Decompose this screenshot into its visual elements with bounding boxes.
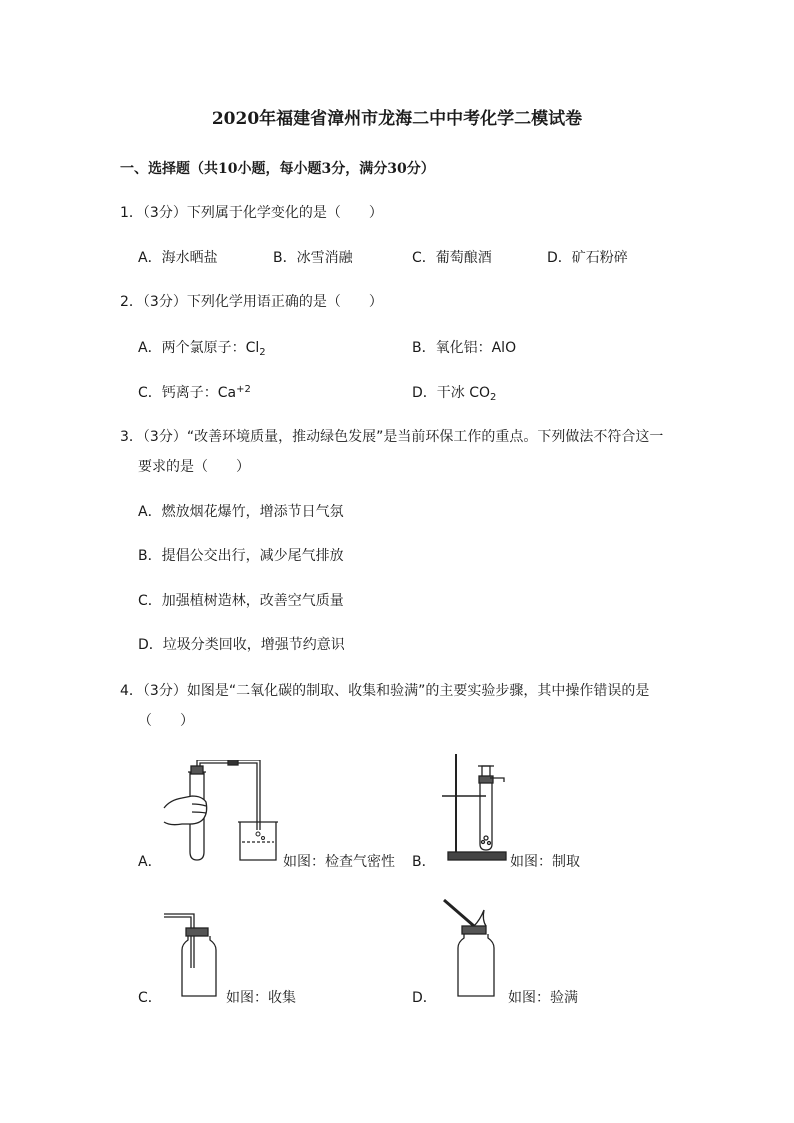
question-4-option-b-caption: 如图：制取 [510,854,580,870]
question-1-option-c: C．葡萄酿酒 [412,250,492,266]
question-2-option-b: B．氧化铝：AlO [412,340,517,356]
question-2-option-d [412,382,496,403]
question-4-option-a-caption: 如图：检查气密性 [283,854,395,870]
question-2-stem: 2．（3分）下列化学用语正确的是（ ） [120,294,383,310]
question-1-option-a: A．海水晒盐 [138,250,218,266]
question-3-stem-line-2: 要求的是（ ） [138,459,250,475]
question-1-stem: 1．（3分）下列属于化学变化的是（ ） [120,205,383,221]
question-3-option-a: A．燃放烟花爆竹，增添节日气氛 [138,504,344,520]
question-2-option-a-text: A．两个氯原子：Cl [138,340,260,356]
question-4-stem-line-2: （ ） [138,713,194,729]
question-4-stem-line-1: 4．（3分）如图是“二氧化碳的制取、收集和验满”的主要实验步骤，其中操作错误的是 [120,683,650,699]
figure-a-airtightness-check [160,760,282,865]
question-3-option-c: C．加强植树造林，改善空气质量 [138,593,344,609]
figure-b-preparation-apparatus [440,752,512,864]
question-4-option-c-caption: 如图：收集 [226,990,296,1006]
question-3-option-d: D．垃圾分类回收，增强节约意识 [138,637,345,653]
question-4-option-c-letter: C． [138,990,162,1006]
figure-c-collection-bottle [164,908,224,1000]
question-2-option-d-text: D．干冰 CO [412,385,491,401]
question-2-option-c [138,382,251,402]
question-1-option-b: B．冰雪消融 [273,250,353,266]
question-2-option-d-subscript: 2 [490,392,497,403]
question-2-option-a [138,337,266,358]
question-4-option-d-caption: 如图：验满 [508,990,578,1006]
question-1-option-d: D．矿石粉碎 [547,250,628,266]
figure-d-verification-bottle [440,896,508,1000]
question-2-option-a-subscript: 2 [259,347,266,358]
page-title: 2020年福建省漳州市龙海二中中考化学二模试卷 [211,109,583,129]
question-4-option-a-letter: A． [138,854,162,870]
question-2-option-c-text: C．钙离子：Ca [138,385,237,401]
question-4-option-d-letter: D． [412,990,437,1006]
question-3-option-b: B．提倡公交出行，减少尾气排放 [138,548,344,564]
question-2-option-c-superscript: +2 [236,384,251,395]
question-4-option-b-letter: B． [412,854,436,870]
question-3-stem-line-1: 3．（3分）“改善环境质量，推动绿色发展”是当前环保工作的重点。下列做法不符合这一 [120,429,664,445]
section-heading: 一、选择题（共10小题，每小题3分，满分30分） [120,161,435,177]
